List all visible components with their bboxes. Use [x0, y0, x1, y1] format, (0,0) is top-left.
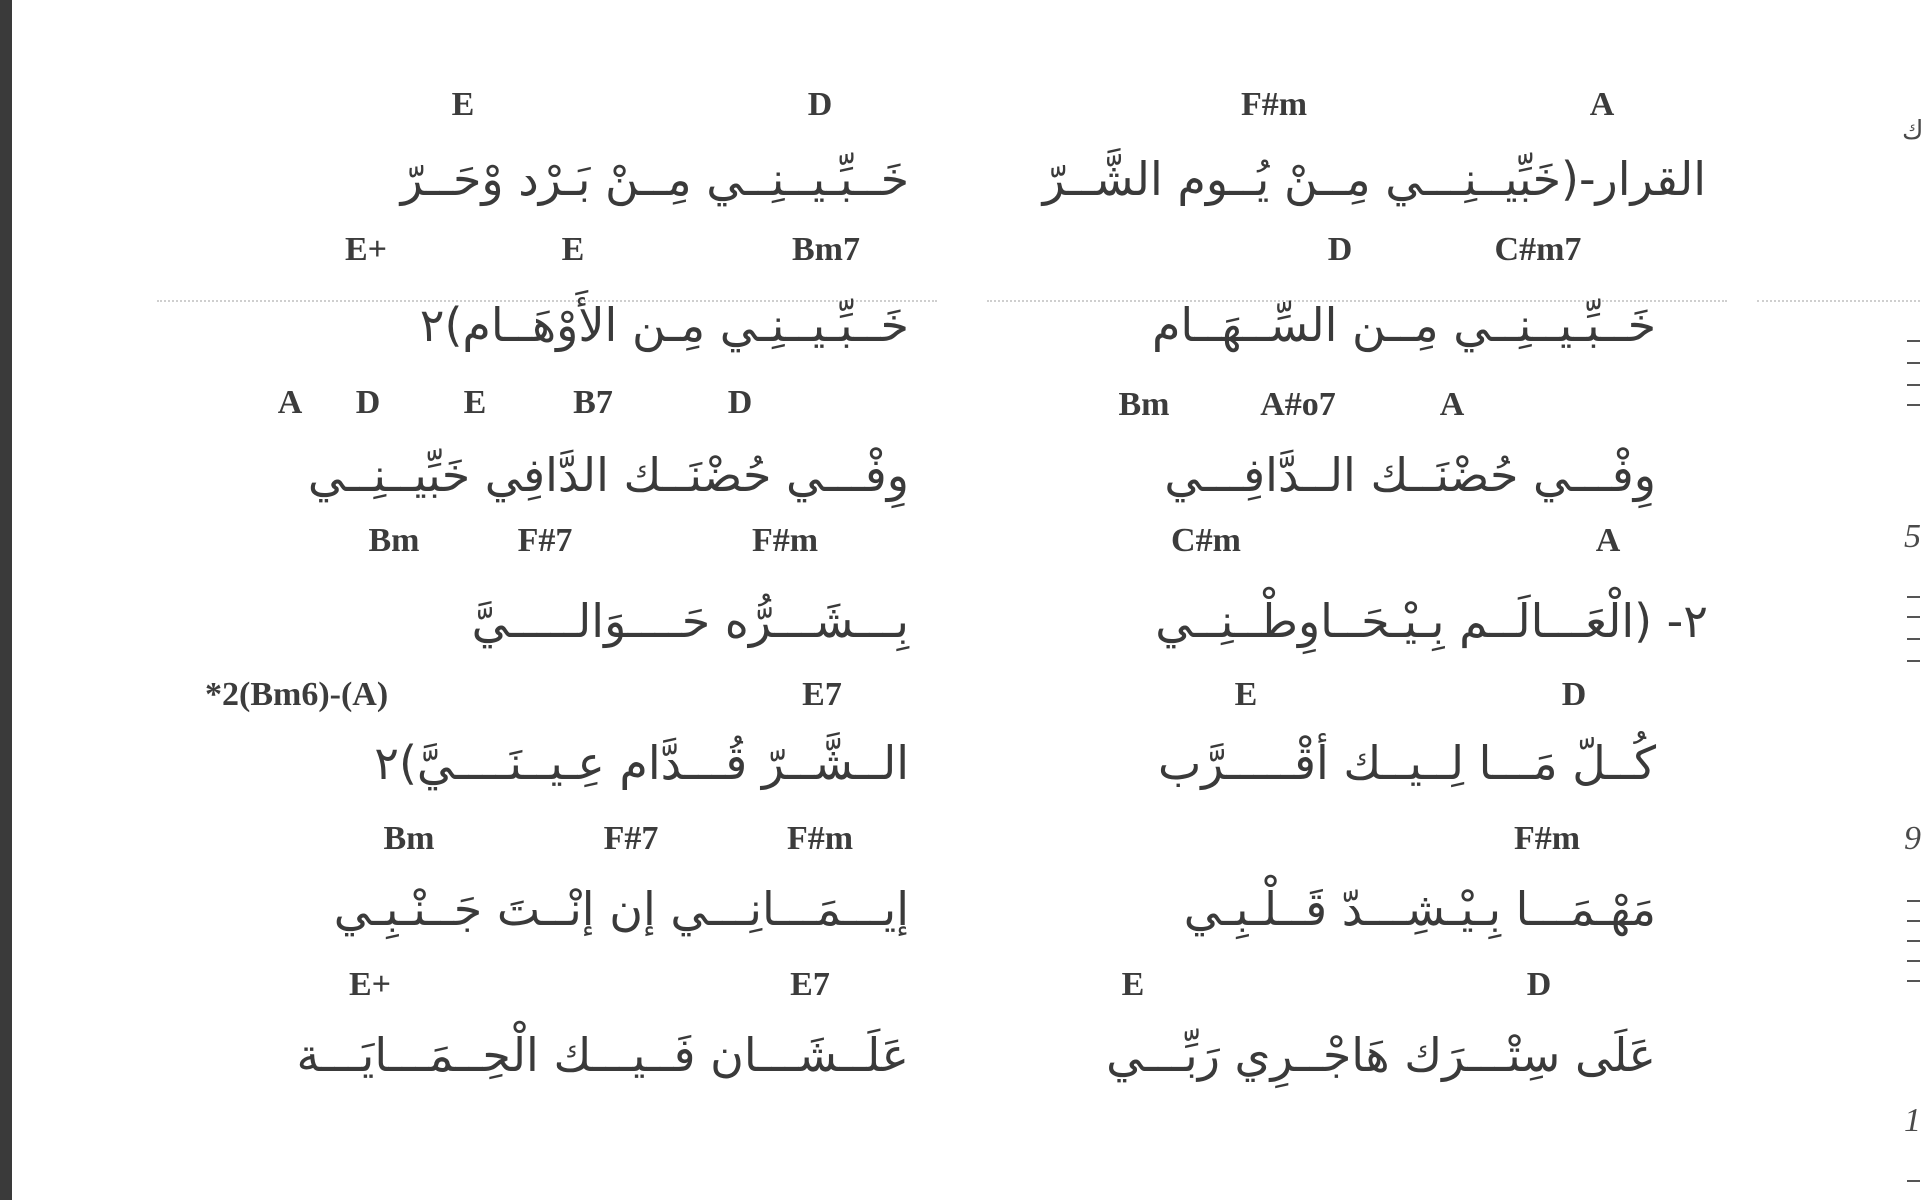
window-edge: [0, 0, 12, 1200]
edge-glyph: 5: [1904, 518, 1921, 555]
chord: F#m: [1513, 820, 1581, 857]
chord: Bm: [1118, 386, 1170, 423]
song-sheet: [12, 0, 1923, 1200]
lyric-line: مَهْـمَـــا بِـيْـشِـــدّ قَــلْـبِـي: [1183, 882, 1656, 936]
lyric-line: وِفْـــي حُضْنَــك الــدَّافِـــي: [1164, 448, 1656, 502]
edge-dash: [1907, 404, 1920, 406]
lyric-line: عَلَــشَـــان فَــيـــك الْحِــمَـــايَـــة: [296, 1028, 909, 1082]
chord: F#m: [751, 522, 819, 559]
lyric-line: خَــبِّـيــنِــي مِــن السِّــهَــام: [1151, 298, 1656, 352]
lyric-line: كُــلّ مَـــا لِــيــك أقْـــــرَّب: [1157, 736, 1656, 790]
lyric-line: الــشَّــرّ قُـــدَّام عِـيــنَــــيَّ)٢: [374, 736, 909, 790]
edge-glyph: 1: [1904, 1102, 1921, 1139]
chord: E+: [344, 231, 388, 268]
edge-dash: [1907, 960, 1920, 962]
dotted-guide: [1757, 300, 1920, 302]
chord: F#m: [786, 820, 854, 857]
edge-dash: [1907, 596, 1920, 598]
edge-dash: [1907, 940, 1920, 942]
lyric-line: خَــبِّـيــنِــي مِــنْ بَـرْد وْحَــرّ: [400, 152, 909, 206]
chord: D: [355, 384, 381, 421]
chord: D: [807, 86, 833, 123]
chord: E7: [790, 966, 830, 1003]
lyric-line: خَــبِّـيــنِـي مِـن الأَوْهَــام)٢: [419, 298, 909, 352]
chord: E: [1234, 676, 1258, 713]
chord: C#m: [1171, 522, 1241, 559]
chord: D: [727, 384, 753, 421]
lyric-line: القرار-(خَبِّيــنِـــي مِــنْ يُــوم الشَّــرّ: [1042, 152, 1706, 206]
chord: Bm: [383, 820, 435, 857]
chord: F#7: [517, 522, 573, 559]
edge-glyph: 9: [1904, 820, 1921, 857]
edge-dash: [1907, 638, 1920, 640]
lyric-line: إيـــمَـــانِـــي إن إنْــتَ جَــنْـبِـي: [333, 882, 909, 936]
lyric-line: ٢- (الْعَـــالَــم بِـيْـحَــاوِطْــنِــي: [1155, 594, 1708, 648]
chord: Bm: [368, 522, 420, 559]
lyric-line: بِـــشَـــرُّه حَــــوَالـــــيَّ: [471, 594, 909, 648]
chord: A: [1439, 386, 1465, 423]
edge-glyph: ك: [1902, 116, 1923, 146]
lyric-line: عَلَى سِتْـــرَك هَاجْــرِي رَبِّـــي: [1106, 1028, 1656, 1082]
edge-dash: [1907, 384, 1920, 386]
chord: D: [1327, 231, 1353, 268]
edge-dash: [1907, 980, 1920, 982]
edge-dash: [1907, 900, 1920, 902]
edge-dash: [1907, 340, 1920, 342]
edge-dash: [1907, 1180, 1920, 1182]
lyric-line: وِفْـــي حُضْنَــك الدَّافِي خَبِّيــنِــي: [307, 448, 909, 502]
chord: E: [451, 86, 475, 123]
chord: A: [277, 384, 303, 421]
chord: E+: [348, 966, 392, 1003]
edge-dash: [1907, 616, 1920, 618]
chord: A: [1589, 86, 1615, 123]
chord: *2(Bm6)-(A): [205, 676, 389, 713]
chord: D: [1561, 676, 1587, 713]
chord: C#m7: [1494, 231, 1582, 268]
edge-dash: [1907, 920, 1920, 922]
chord: E: [463, 384, 487, 421]
chord: D: [1526, 966, 1552, 1003]
chord: E: [1121, 966, 1145, 1003]
chord: E: [561, 231, 585, 268]
edge-dash: [1907, 362, 1920, 364]
chord: A: [1595, 522, 1621, 559]
chord: B7: [573, 384, 613, 421]
chord: Bm7: [792, 231, 860, 268]
chord: E7: [802, 676, 842, 713]
chord: F#7: [603, 820, 659, 857]
chord: F#m: [1240, 86, 1308, 123]
chord: A#o7: [1260, 386, 1336, 423]
edge-dash: [1907, 660, 1920, 662]
